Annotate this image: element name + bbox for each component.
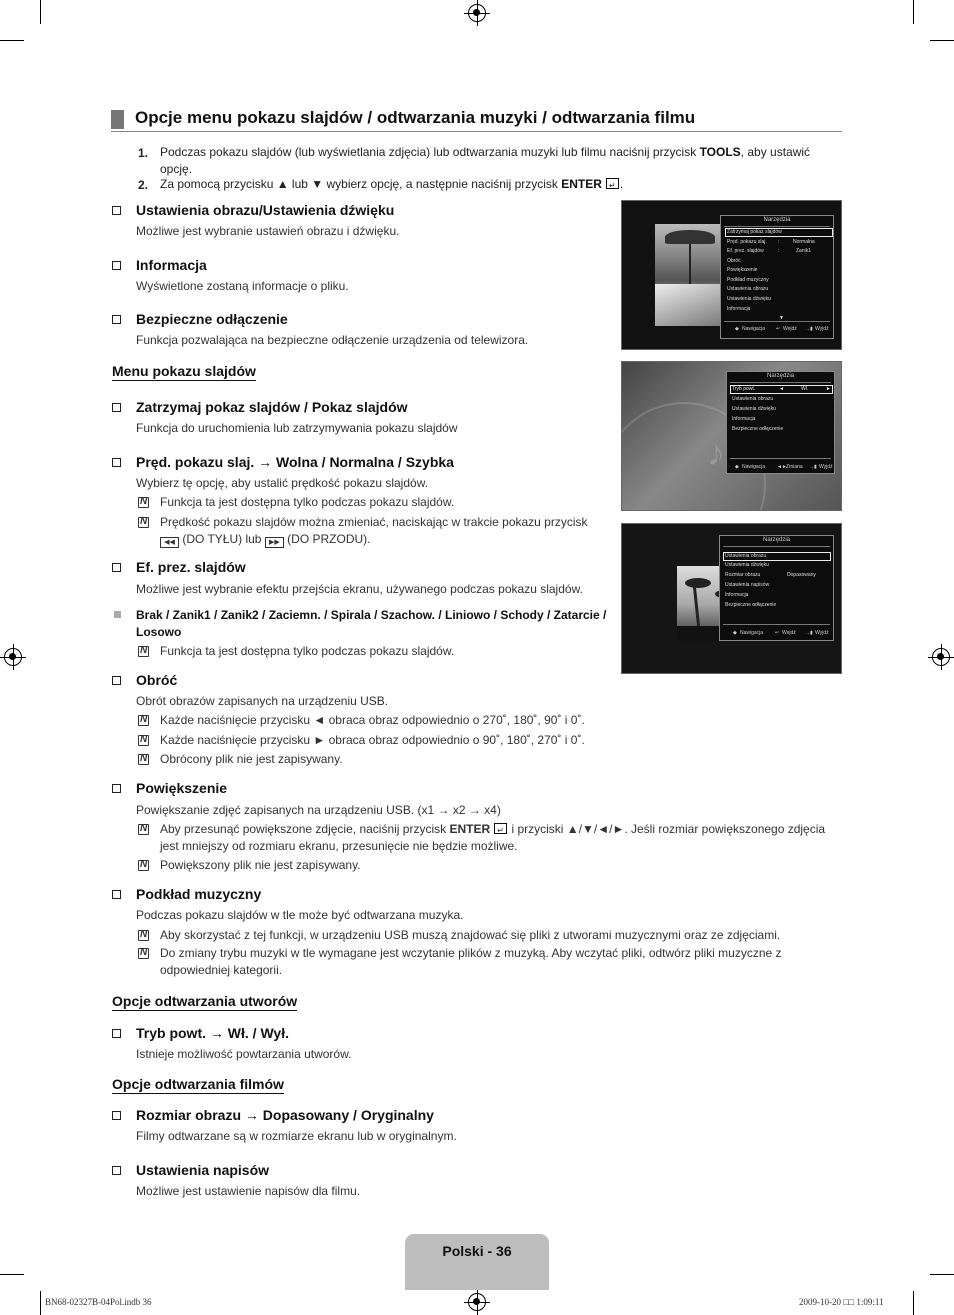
registration-mark-icon [932,648,950,666]
menu-item[interactable]: Ustawienia obrazu [732,396,774,402]
footer-change-label: Zmiana [786,464,803,470]
section-heading: Bezpieczne odłączenie [136,311,288,327]
checkbox-bullet-icon [112,784,121,793]
nav-hint-icon: ◆ [735,464,739,470]
menu-item-separator: : [778,248,780,254]
enter-hint-icon: ↵ [775,630,780,636]
note-text: Powiększony plik nie jest zapisywany. [160,858,361,872]
footer-enter-label: Wejdź [782,630,796,636]
page-header [111,108,842,132]
checkbox-bullet-icon [112,206,121,215]
section-description: Podczas pokazu slajdów w tle może być odtwarzana muzyka. [136,908,464,922]
print-slug-date: 2009-10-20 □□ 1:09:11 [799,1297,884,1307]
checkbox-bullet-icon [112,890,121,899]
section-heading: Powiększenie [136,780,228,796]
menu-item[interactable]: Podkład muzyczny [727,277,769,283]
step-2-pre: Za pomocą przycisku ▲ lub ▼ wybierz opcję, a następnie naciśnij przycisk [160,177,562,191]
page-number: Polski - 36 [442,1243,512,1259]
note-icon [138,754,149,765]
step-number: 2. [138,178,149,192]
menu-item-value: Normalna [793,239,815,245]
nav-hint-icon: ◆ [733,630,737,636]
checkbox-bullet-icon [112,261,121,270]
section-description: Istnieje możliwość powtarzania utworów. [136,1047,352,1061]
crop-mark [40,1291,41,1315]
menu-item[interactable]: Informacja [725,592,749,598]
effects-list: Brak / Zanik1 / Zanik2 / Zaciemn. / Spirala / Szachow. / Liniowo / Schody / Zatarcie / Losowo [136,608,607,639]
note-text: Do zmiany trybu muzyki w tle wymagane jest wczytanie plików z muzyką. Aby wczytać pliki, odtwórz pliki muzyczne z odpowiedniej kategorii. [160,946,782,977]
note-text-line2 [160,531,371,548]
step-2-post: . [619,177,624,191]
step-1-key: TOOLS [699,145,741,159]
section-heading: Pręd. pokazu slaj. → Wolna / Normalna / Szybka [136,454,454,470]
section-heading: Tryb powt. → Wł. / Wył. [136,1025,289,1041]
section-description: Funkcja do uruchomienia lub zatrzymywania pokazu slajdów [136,421,458,435]
section-heading: Ustawienia obrazu/Ustawienia dźwięku [136,202,395,218]
section-heading: Obróć [136,672,178,688]
menu-item[interactable]: Ustawienia obrazu [727,286,769,292]
note-icon [138,715,149,726]
crop-mark [0,40,24,41]
menu-item[interactable]: Ustawienia napisów [725,582,770,588]
right-arrow-icon[interactable]: ► [826,386,831,392]
note-text-part: Aby przesunąć powiększone zdjęcie, naciśnij przycisk [160,822,450,836]
note-text-part: (DO TYŁU) lub [182,532,262,546]
section-heading: Ef. prez. slajdów [136,559,246,575]
menu-item[interactable]: Ustawienia dźwięku [727,296,771,302]
enter-icon: ↵ [494,823,507,834]
menu-item[interactable]: Zatrzymaj pokaz slajdów [727,229,782,235]
menu-item[interactable]: Informacja [727,306,751,312]
section-heading: Ustawienia napisów [136,1162,270,1178]
note-text: Funkcja ta jest dostępna tylko podczas pokazu slajdów. [160,495,455,509]
checkbox-bullet-icon [112,1111,121,1120]
section-heading: Rozmiar obrazu → Dopasowany / Oryginalny [136,1107,434,1123]
menu-item[interactable]: Bezpieczne odłączenie [732,426,784,432]
tools-menu [726,371,835,474]
crop-mark [0,1274,24,1275]
section-description: Wybierz tę opcję, aby ustalić prędkość pokazu slajdów. [136,476,429,490]
menu-item-value: Zanik1 [796,248,812,254]
crop-mark [913,1291,914,1315]
menu-item[interactable]: Obróć [727,258,741,264]
note-icon [138,860,149,871]
menu-item[interactable]: Rozmiar obrazu [725,572,761,578]
note-text: Funkcja ta jest dostępna tylko podczas pokazu slajdów. [160,644,455,658]
exit-hint-icon: →▮ [809,464,817,470]
crop-mark [40,0,41,24]
tools-menu [719,535,834,641]
menu-item-separator: : [778,239,780,245]
section-description: Wyświetlone zostaną informacje o pliku. [136,279,349,293]
footer-nav-label: Nawigacja [742,326,766,332]
menu-item-value: Dopasowany [787,572,816,578]
umbrella-shape [665,230,715,244]
section-description: Obrót obrazów zapisanych na urządzeniu USB. [136,694,389,708]
crop-mark [913,0,914,24]
tv-screenshot-photo [621,200,842,350]
fast-forward-icon: ▶▶ [265,537,284,548]
checkbox-bullet-icon [112,676,121,685]
menu-title: Narzędzia [762,537,790,543]
note-text: Każde naciśnięcie przycisku ◄ obraca obraz odpowiednio o 270˚, 180˚, 90˚ i 0˚. [160,713,585,727]
note-icon [138,735,149,746]
note-text-part: (DO PRZODU). [287,532,371,546]
title-bar-marker [111,110,124,129]
step-2-key: ENTER [561,177,602,191]
menu-item[interactable]: Ustawienia dźwięku [725,562,769,568]
note-text: Aby skorzystać z tej funkcji, w urządzeniu USB muszą znajdować się pliki z utworami muzycznymi oraz ze zdjęciami. [160,928,781,942]
menu-title: Narzędzia [766,373,794,379]
tv-screenshot-music [621,361,842,511]
rewind-icon: ◀◀ [160,537,179,548]
registration-mark-icon [468,4,486,22]
checkbox-bullet-icon [112,458,121,467]
print-slug-file: BN68-02327B-04Pol.indb 36 [45,1297,152,1307]
section-heading: Zatrzymaj pokaz slajdów / Pokaz slajdów [136,399,408,415]
note-icon [138,497,149,508]
scroll-down-icon[interactable]: ▼ [779,315,784,321]
step-1-post: , aby ustawić opcję. [160,145,811,176]
section-description: Powiększanie zdjęć zapisanych na urządzeniu USB. (x1 → x2 → x4) [136,803,501,817]
exit-hint-icon: →▮ [805,326,813,332]
exit-hint-icon: →▮ [805,630,813,636]
footer-nav-label: Nawigacja [740,630,764,636]
menu-item-value: Wł. [801,386,809,392]
subsection-heading-movie: Opcje odtwarzania filmów [112,1076,284,1092]
section-heading: Informacja [136,257,207,273]
registration-mark-icon [4,648,22,666]
footer-exit-label: Wyjdź [815,326,829,332]
enter-key-label: ENTER [449,822,491,836]
crop-mark [930,40,954,41]
menu-item[interactable]: Ustawienia obrazu [725,553,767,559]
step-1-text [160,144,840,178]
note-icon [138,646,149,657]
checkbox-bullet-icon [112,403,121,412]
step-2-text [160,176,840,193]
menu-item[interactable]: Pręd. pokazu slaj. [727,239,767,245]
section-description: Możliwe jest wybranie efektu przejścia ekranu, używanego podczas pokazu slajdów. [136,582,583,596]
footer-enter-label: Wejdź [783,326,797,332]
menu-item[interactable]: Informacja [732,416,756,422]
step-1-pre: Podczas pokazu slajdów (lub wyświetlania zdjęcia) lub odtwarzania muzyki lub filmu naciśnij przycisk [160,145,700,159]
nav-hint-icon: ◆ [735,326,739,332]
footer-exit-label: Wyjdź [819,464,833,470]
section-description: Funkcja pozwalająca na bezpieczne odłączenie urządzenia od telewizora. [136,333,529,347]
menu-item[interactable]: Tryb powt. [732,386,756,392]
checkbox-bullet-icon [112,563,121,572]
note-text: Obrócony plik nie jest zapisywany. [160,752,343,766]
checkbox-bullet-icon [112,1029,121,1038]
enter-hint-icon: ↵ [776,326,781,332]
note-icon [138,517,149,528]
section-description: Filmy odtwarzane są w rozmiarze ekranu lub w oryginalnym. [136,1129,457,1143]
menu-item[interactable]: Ustawienia dźwięku [732,406,776,412]
registration-mark-icon [468,1293,486,1311]
tools-menu [720,215,834,339]
note-text-part: i przyciski ▲/▼/◄/►. Jeśli rozmiar powiększonego zdjęcia jest mniejszy od rozmiaru ekranu, przesunięcie nie będzie możliwe. [160,822,826,853]
note-text [160,821,842,855]
menu-title: Narzędzia [763,217,791,223]
note-text: Prędkość pokazu slajdów można zmieniać, naciskając w trakcie pokazu przycisk [160,515,588,529]
beach-photo [655,224,725,326]
subsection-heading-music: Opcje odtwarzania utworów [112,993,298,1009]
page-title: Opcje menu pokazu slajdów / odtwarzania muzyki / odtwarzania filmu [135,108,696,127]
note-icon [138,948,149,959]
checkbox-bullet-icon [112,1166,121,1175]
footer-nav-label: Nawigacja [742,464,766,470]
menu-item[interactable]: Bezpieczne odłączenie [725,602,777,608]
note-icon [138,824,149,835]
note-icon [138,930,149,941]
footer-exit-label: Wyjdź [815,630,829,636]
step-number: 1. [138,146,149,160]
square-bullet-icon [114,611,121,618]
note-text: Każde naciśnięcie przycisku ► obraca obraz odpowiednio o 90˚, 180˚, 270˚ i 0˚. [160,733,585,747]
page-number-tab [405,1234,549,1290]
section-heading: Podkład muzyczny [136,886,262,902]
music-note-icon: ♪ [707,432,725,473]
enter-icon: ↵ [606,178,619,189]
left-arrow-icon[interactable]: ◄ [779,386,784,392]
subsection-heading-slideshow: Menu pokazu slajdów [112,363,256,379]
menu-item[interactable]: Ef. prez. slajdów [727,248,764,254]
tv-screenshot-movie [621,523,842,674]
menu-item[interactable]: Powiększenie [727,267,758,273]
section-description: Możliwe jest ustawienie napisów dla filmu. [136,1184,361,1198]
checkbox-bullet-icon [112,315,121,324]
change-hint-icon: ◄► [777,464,787,470]
section-description: Możliwe jest wybranie ustawień obrazu i dźwięku. [136,224,400,238]
crop-mark [930,1274,954,1275]
